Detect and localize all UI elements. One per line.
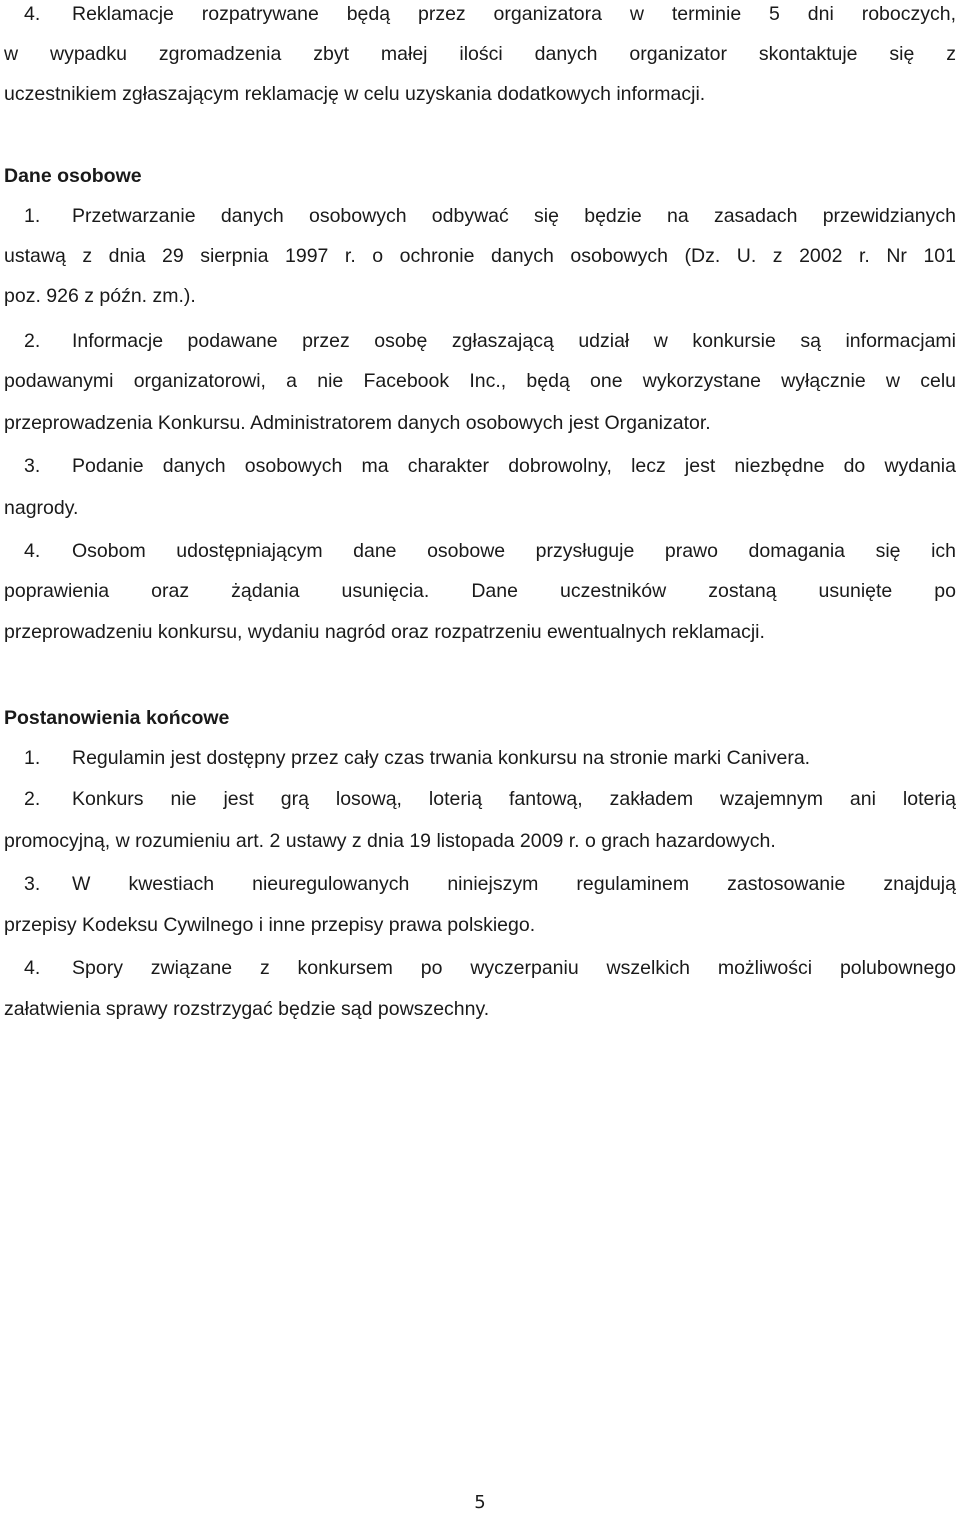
list-number: 1.	[24, 205, 41, 227]
postanowienia-item-2-line-2: promocyjną, w rozumieniu art. 2 ustawy z dnia 19 listopada 2009 r. o grach hazardowych.	[4, 830, 776, 852]
reklamacje-item-4-line-2: w wypadku zgromadzenia zbyt małej ilości danych organizator skontaktuje się z	[4, 43, 956, 65]
dane-item-2-line-2: podawanymi organizatorowi, a nie Facebook Inc., będą one wykorzystane wyłącznie w celu	[4, 370, 956, 392]
dane-item-1-line-3: poz. 926 z późn. zm.).	[4, 285, 196, 307]
list-number: 2.	[24, 330, 41, 352]
dane-item-3-line-1: 3. Podanie danych osobowych ma charakter dobrowolny, lecz jest niezbędne do wydania	[24, 455, 956, 477]
dane-item-4-line-1: 4. Osobom udostępniającym dane osobowe przysługuje prawo domagania się ich	[24, 540, 956, 562]
dane-item-3-line-2: nagrody.	[4, 497, 79, 519]
list-number: 1.	[24, 747, 41, 769]
list-number: 4.	[24, 957, 41, 979]
postanowienia-item-1-line-1: 1. Regulamin jest dostępny przez cały czas trwania konkursu na stronie marki Canivera.	[24, 747, 811, 769]
list-number: 4.	[24, 3, 41, 25]
dane-item-4-line-3: przeprowadzeniu konkursu, wydaniu nagród oraz rozpatrzeniu ewentualnych reklamacji.	[4, 621, 765, 643]
dane-item-1-line-1: 1. Przetwarzanie danych osobowych odbywać się będzie na zasadach przewidzianych	[24, 205, 956, 227]
dane-item-2-line-3: przeprowadzenia Konkursu. Administratorem danych osobowych jest Organizator.	[4, 412, 711, 434]
reklamacje-item-4-line-3: uczestnikiem zgłaszającym reklamację w celu uzyskania dodatkowych informacji.	[4, 83, 706, 105]
postanowienia-item-2-line-1: 2. Konkurs nie jest grą losową, loterią fantową, zakładem wzajemnym ani loterią	[24, 788, 956, 810]
page-number: 5	[474, 1492, 486, 1513]
section-heading-postanowienia-koncowe: Postanowienia końcowe	[4, 707, 230, 729]
list-number: 3.	[24, 873, 41, 895]
list-number: 2.	[24, 788, 41, 810]
dane-item-2-line-1: 2. Informacje podawane przez osobę zgłaszającą udział w konkursie są informacjami	[24, 330, 956, 352]
postanowienia-item-3-line-2: przepisy Kodeksu Cywilnego i inne przepisy prawa polskiego.	[4, 914, 536, 936]
list-number: 3.	[24, 455, 41, 477]
postanowienia-item-4-line-2: załatwienia sprawy rozstrzygać będzie sąd powszechny.	[4, 998, 490, 1020]
postanowienia-item-4-line-1: 4. Spory związane z konkursem po wyczerpaniu wszelkich możliwości polubownego	[24, 957, 956, 979]
dane-item-4-line-2: poprawienia oraz żądania usunięcia. Dane uczestników zostaną usunięte po	[4, 580, 956, 602]
list-number: 4.	[24, 540, 41, 562]
reklamacje-item-4-line-1: 4. Reklamacje rozpatrywane będą przez organizatora w terminie 5 dni roboczych,	[24, 3, 956, 25]
dane-item-1-line-2: ustawą z dnia 29 sierpnia 1997 r. o ochronie danych osobowych (Dz. U. z 2002 r. Nr 101	[4, 245, 956, 267]
section-heading-dane-osobowe: Dane osobowe	[4, 165, 142, 187]
postanowienia-item-3-line-1: 3. W kwestiach nieuregulowanych niniejszym regulaminem zastosowanie znajdują	[24, 873, 956, 895]
